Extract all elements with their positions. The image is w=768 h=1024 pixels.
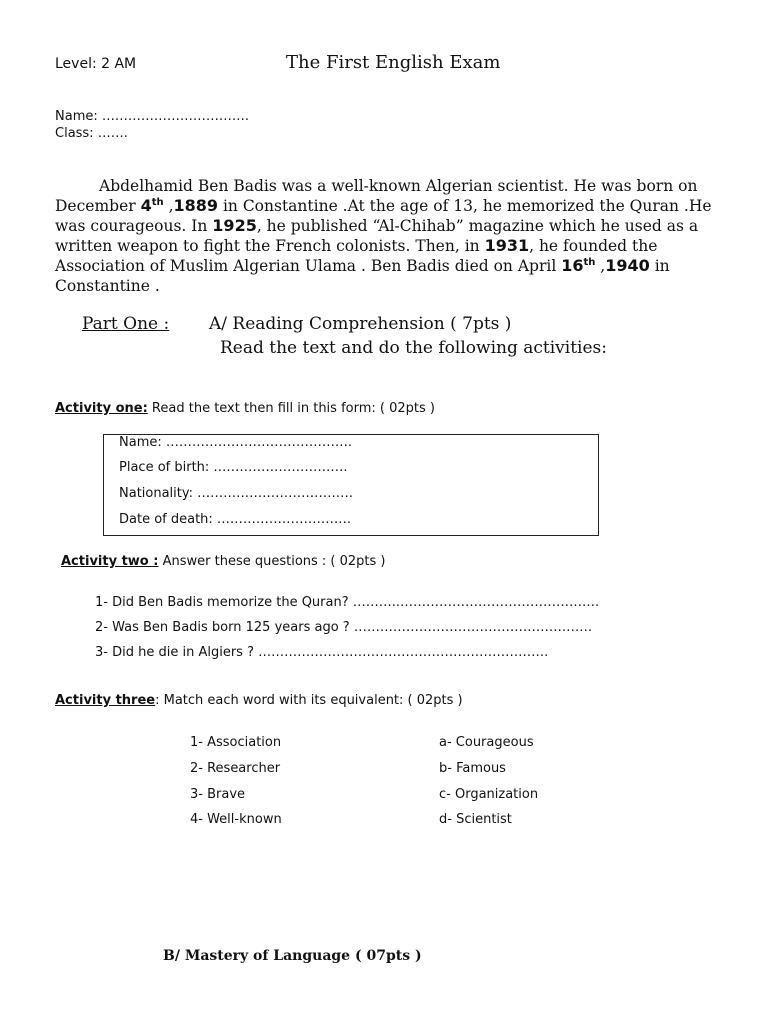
part-one-instruction: Read the text and do the following activities: — [220, 338, 607, 358]
activity-one-text: Read the text then fill in this form: ( 02pts ) — [147, 401, 435, 416]
activity-one-line — [55, 401, 435, 416]
passage-birth-year: 1889 — [173, 196, 219, 215]
form-field-place-of-birth: Place of birth: …………………………. — [119, 460, 348, 475]
passage-text-1: Abdelhamid Ben Badis was a well-known Algerian scientist. He was born on December — [55, 177, 698, 215]
passage-death-year: 1940 — [605, 256, 650, 275]
activity-three-line — [55, 693, 463, 708]
match-word-left: 4- Well-known — [190, 812, 282, 827]
passage-association-year: 1931 — [484, 236, 530, 255]
student-class-label: Class: — [55, 126, 98, 141]
passage-text-6: , — [595, 257, 606, 275]
passage-text-3: in Constantine .At the age of 13, he memorized the Quran .He was courageous. In — [55, 197, 712, 235]
section-a-heading: A/ Reading Comprehension ( 7pts ) — [209, 314, 512, 334]
passage-text-4: , he published “Al-Chihab” magazine which he used as a written weapon to fight the French colonists. Then, in — [55, 217, 699, 255]
section-b-heading: B/ Mastery of Language ( 07pts ) — [163, 948, 422, 964]
passage-text-2: , — [163, 197, 174, 215]
exam-title: The First English Exam — [286, 52, 501, 73]
passage-birth-day: 4 — [140, 196, 152, 215]
passage-birth-day-suffix: th — [151, 196, 164, 208]
student-class-dots: ……. — [97, 126, 128, 141]
activity-one-title: Activity one: — [55, 401, 148, 416]
question-item: 2- Was Ben Badis born 125 years ago ? ………………………………………………. — [95, 620, 592, 635]
student-name-label: Name: — [55, 109, 102, 124]
match-word-right: a- Courageous — [439, 735, 534, 750]
activity-two-text: Answer these questions : ( 02pts ) — [158, 554, 386, 569]
activity-two-line — [61, 554, 386, 569]
match-word-left: 2- Researcher — [190, 761, 281, 776]
student-name-line — [55, 109, 249, 124]
passage-death-day: 16 — [561, 256, 584, 275]
student-class-line — [55, 126, 128, 141]
level-label: Level: 2 AM — [55, 56, 137, 72]
match-word-left: 1- Association — [190, 735, 282, 750]
reading-passage — [55, 176, 715, 296]
passage-text-5: , he founded the Association of Muslim Algerian Ulama . Ben Badis died on April — [55, 237, 658, 275]
question-item: 1- Did Ben Badis memorize the Quran? ………..………………………………………. — [95, 595, 600, 610]
passage-magazine-year: 1925 — [212, 216, 257, 235]
form-field-date-of-death: Date of death: …………………………. — [119, 512, 352, 527]
match-word-left: 3- Brave — [190, 787, 246, 802]
question-item: 3- Did he die in Algiers ? …………………………………………………………. — [95, 645, 549, 660]
match-word-right: c- Organization — [439, 787, 539, 802]
part-one-heading: Part One : — [82, 314, 170, 334]
match-word-right: b- Famous — [439, 761, 506, 776]
fill-in-form — [103, 434, 599, 536]
student-name-dots: ……………………………. — [101, 109, 250, 124]
match-word-right: d- Scientist — [439, 812, 512, 827]
passage-text-7: in Constantine . — [55, 257, 670, 295]
activity-two-title: Activity two : — [61, 554, 159, 569]
form-field-name: Name: ……………………………………. — [119, 435, 352, 450]
passage-death-day-suffix: th — [583, 256, 596, 268]
activity-three-text: : Match each word with its equivalent: ( 02pts ) — [155, 693, 463, 708]
activity-three-title: Activity three — [55, 693, 156, 708]
form-field-nationality: Nationality: ……………………………… — [119, 486, 354, 501]
